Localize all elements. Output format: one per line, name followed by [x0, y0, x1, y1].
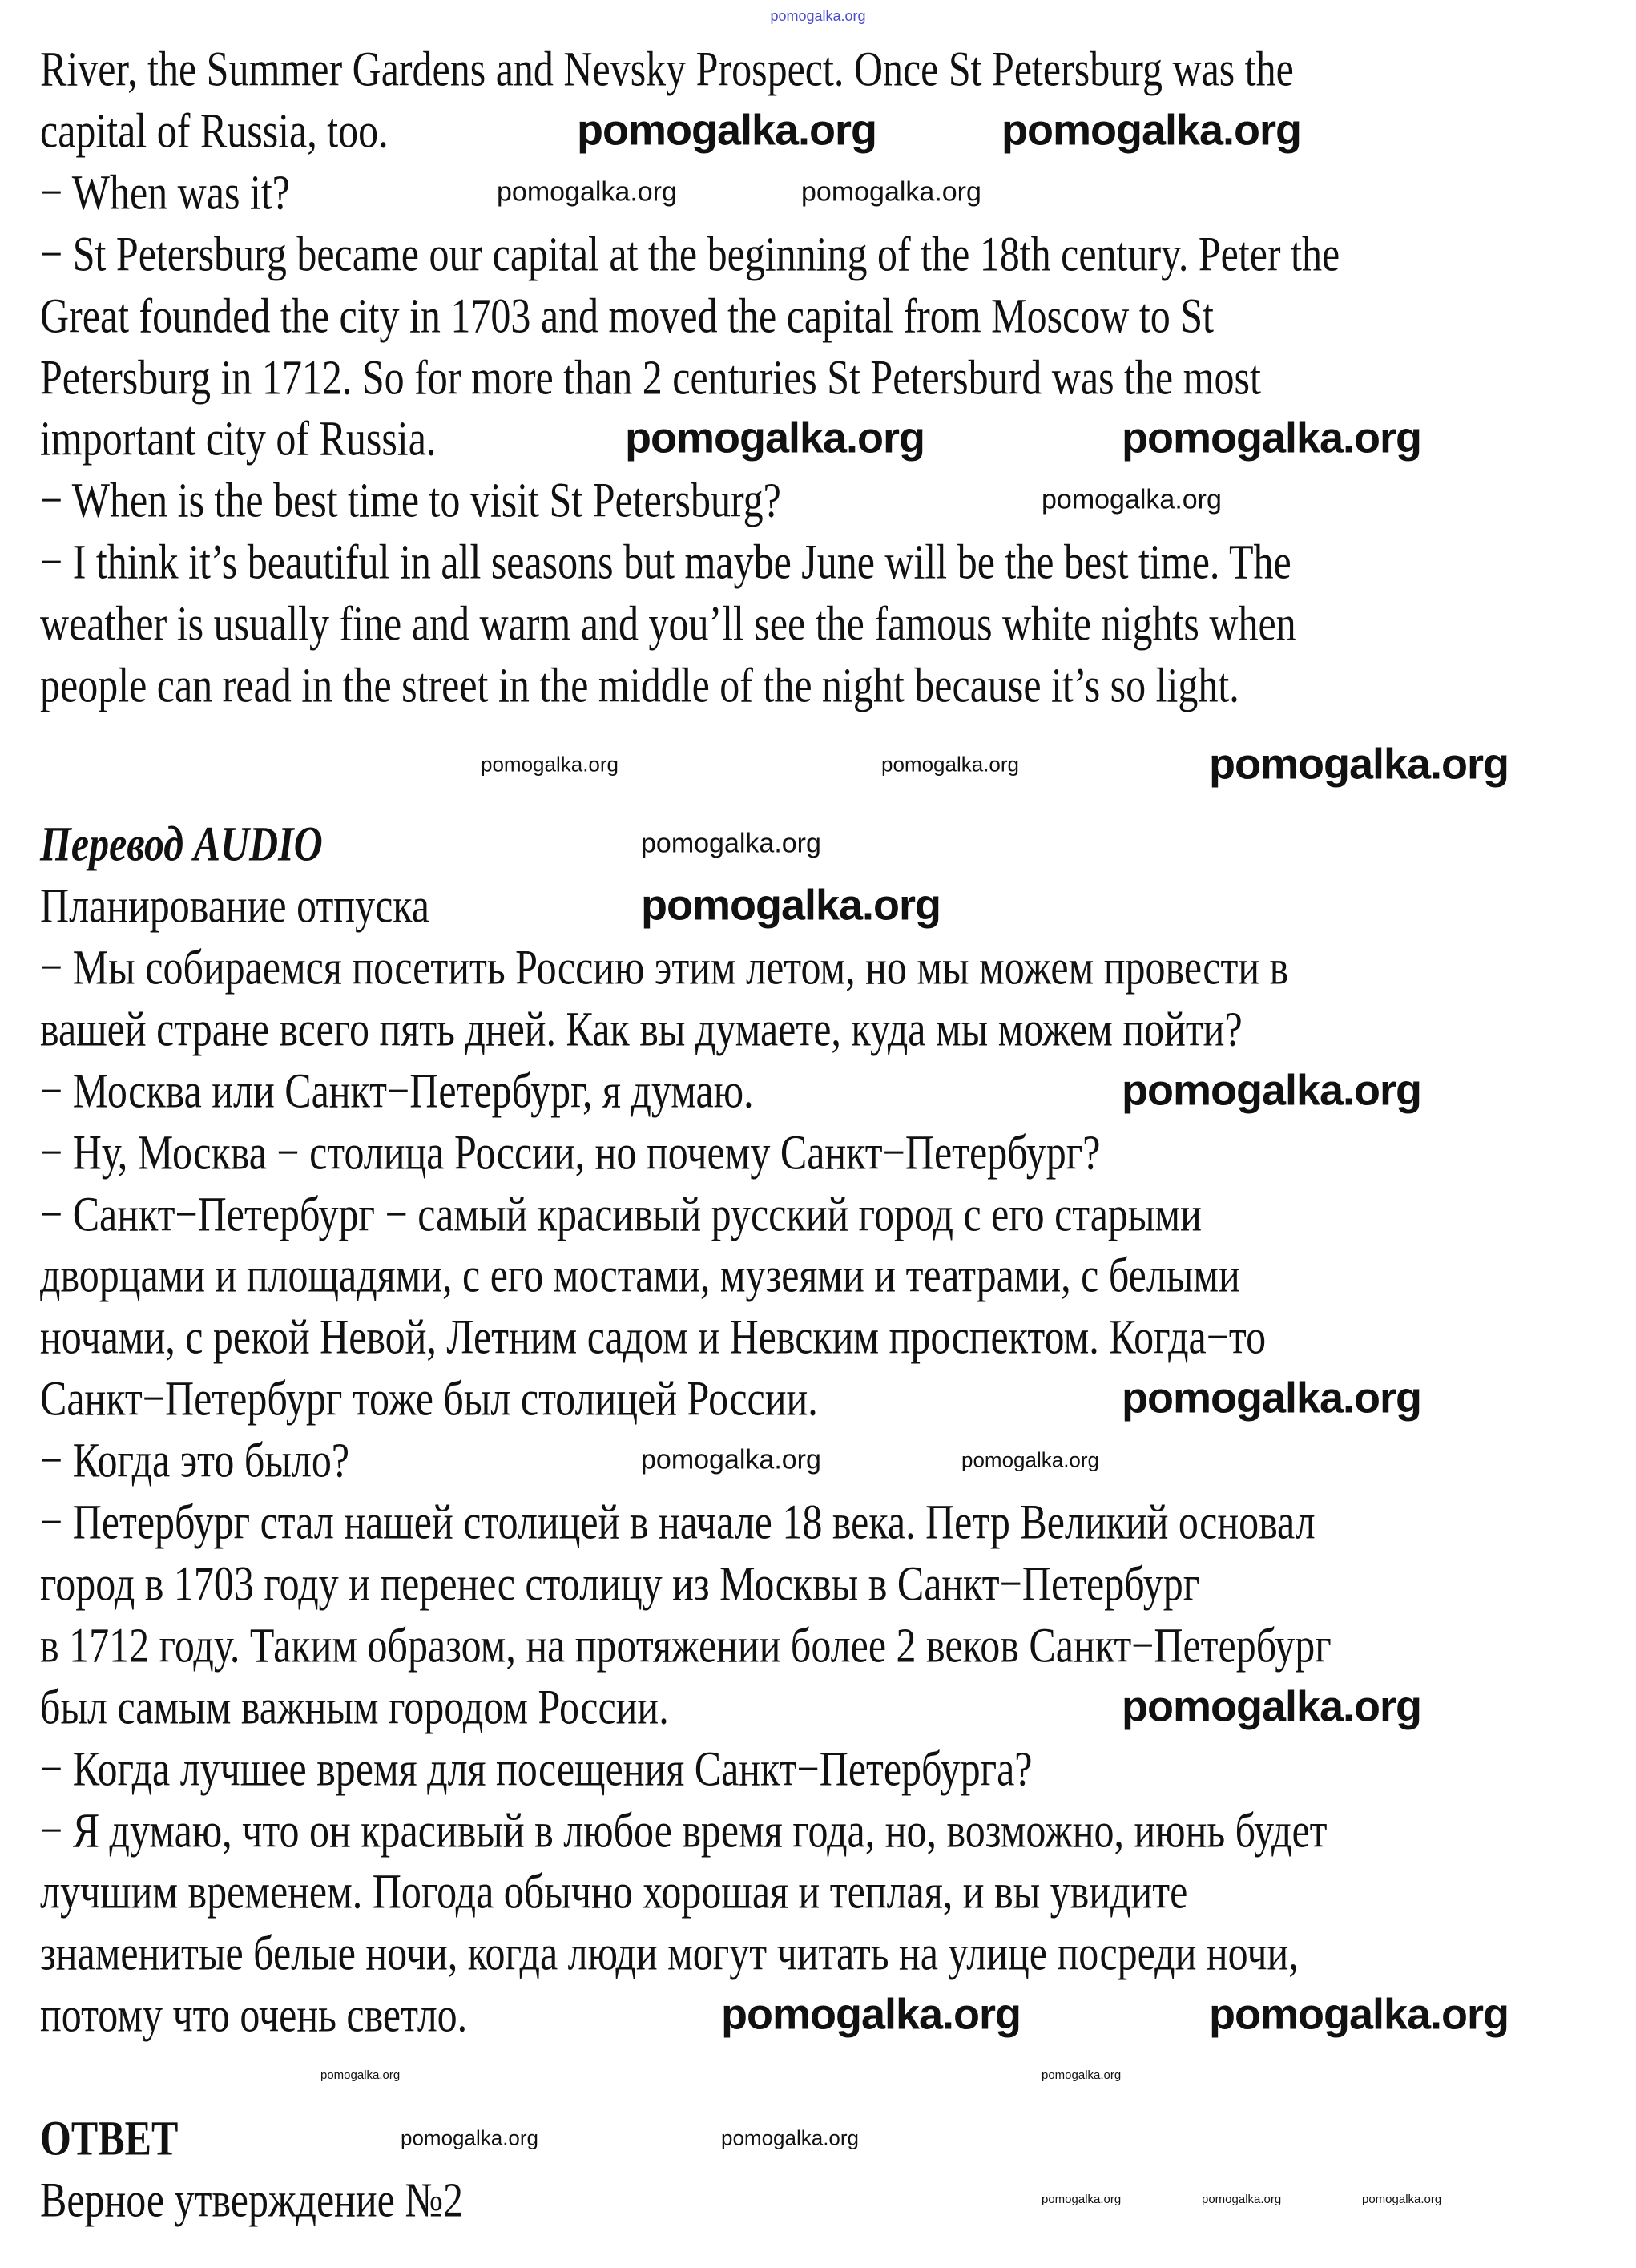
watermark: pomogalka.org	[625, 414, 925, 462]
watermark: pomogalka.org	[1001, 106, 1302, 155]
watermark: pomogalka.org	[497, 176, 677, 208]
watermark: pomogalka.org	[641, 828, 821, 859]
russian-text-line: − Петербург стал нашей столицей в начале 18 века. Петр Великий основал	[40, 1494, 1316, 1550]
russian-text-line: − Когда это было?	[40, 1432, 350, 1488]
russian-text-line: знаменитые белые ночи, когда люди могут читать на улице посреди ночи,	[40, 1926, 1299, 1981]
english-text-line: River, the Summer Gardens and Nevsky Prospect. Once St Petersburg was the	[40, 41, 1294, 97]
russian-text-line: ночами, с рекой Невой, Летним садом и Невским проспектом. Когда−то	[40, 1310, 1267, 1365]
watermark: pomogalka.org	[320, 2068, 401, 2082]
russian-text-line: − Ну, Москва − столица России, но почему Санкт−Петербург?	[40, 1124, 1101, 1180]
watermark: pomogalka.org	[1122, 414, 1422, 462]
english-text-line: important city of Russia.	[40, 411, 437, 466]
watermark: pomogalka.org	[641, 1444, 821, 1475]
watermark: pomogalka.org	[721, 1990, 1021, 2039]
russian-text-line: − Санкт−Петербург − самый красивый русский город с его старыми	[40, 1186, 1202, 1241]
russian-text-line: Санкт−Петербург тоже был столицей России.	[40, 1371, 818, 1427]
russian-text-line: дворцами и площадями, с его мостами, музеями и театрами, с белыми	[40, 1248, 1240, 1303]
watermark: pomogalka.org	[1122, 1066, 1422, 1115]
watermark: pomogalka.org	[1042, 484, 1222, 515]
watermark: pomogalka.org	[1202, 2192, 1282, 2206]
watermark: pomogalka.org	[1209, 740, 1509, 789]
watermark: pomogalka.org	[1122, 1682, 1422, 1731]
watermark: pomogalka.org	[1362, 2192, 1442, 2206]
answer-heading: ОТВЕТ	[40, 2110, 179, 2166]
watermark: pomogalka.org	[401, 2125, 538, 2150]
watermark: pomogalka.org	[801, 176, 981, 208]
watermark: pomogalka.org	[481, 752, 619, 777]
watermark: pomogalka.org	[770, 8, 866, 24]
english-text-line: capital of Russia, too.	[40, 103, 389, 159]
english-text-line: people can read in the street in the middle of the night because it’s so light.	[40, 657, 1239, 713]
answer-text: Верное утверждение №2	[40, 2172, 464, 2228]
russian-text-line: Планирование отпуска	[40, 878, 429, 934]
english-text-line: − I think it’s beautiful in all seasons but maybe June will be the best time. The	[40, 535, 1291, 590]
watermark: pomogalka.org	[1042, 2068, 1122, 2082]
watermark: pomogalka.org	[1042, 2192, 1122, 2206]
russian-text-line: − Мы собираемся посетить Россию этим летом, но мы можем провести в	[40, 939, 1289, 995]
russian-text-line: лучшим временем. Погода обычно хорошая и теплая, и вы увидите	[40, 1864, 1188, 1919]
russian-text-line: − Когда лучшее время для посещения Санкт−Петербурга?	[40, 1741, 1033, 1796]
russian-text-line: город в 1703 году и перенес столицу из Москвы в Санкт−Петербург	[40, 1556, 1200, 1612]
watermark: pomogalka.org	[577, 106, 877, 155]
russian-text-line: был самым важным городом России.	[40, 1679, 669, 1734]
watermark: pomogalka.org	[961, 1447, 1099, 1472]
watermark: pomogalka.org	[641, 881, 941, 930]
english-text-line: weather is usually fine and warm and you’ll see the famous white nights when	[40, 595, 1296, 652]
watermark: pomogalka.org	[721, 2125, 859, 2150]
english-text-line: − When is the best time to visit St Petersburg?	[40, 473, 781, 528]
translation-heading: Перевод AUDIO	[40, 816, 323, 872]
english-text-line: − When was it?	[40, 164, 290, 220]
english-text-line: Petersburg in 1712. So for more than 2 centuries St Petersburd was the most	[40, 349, 1261, 405]
watermark: pomogalka.org	[1209, 1990, 1509, 2039]
watermark: pomogalka.org	[881, 752, 1019, 777]
watermark: pomogalka.org	[1122, 1374, 1422, 1423]
english-text-line: − St Petersburg became our capital at the beginning of the 18th century. Peter the	[40, 226, 1340, 281]
russian-text-line: в 1712 году. Таким образом, на протяжении более 2 веков Санкт−Петербург	[40, 1617, 1332, 1673]
english-text-line: Great founded the city in 1703 and moved the capital from Moscow to St	[40, 288, 1214, 343]
russian-text-line: вашей стране всего пять дней. Как вы думаете, куда мы можем пойти?	[40, 1001, 1243, 1056]
russian-text-line: − Москва или Санкт−Петербург, я думаю.	[40, 1063, 754, 1118]
russian-text-line: потому что очень светло.	[40, 1988, 468, 2043]
russian-text-line: − Я думаю, что он красивый в любое время года, но, возможно, июнь будет	[40, 1802, 1328, 1858]
